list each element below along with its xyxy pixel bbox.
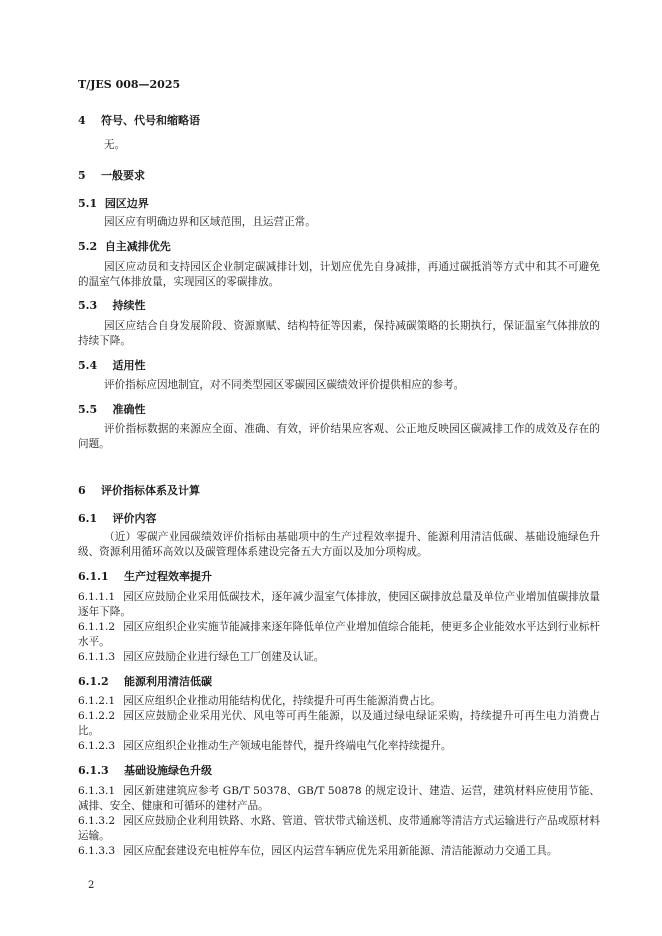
section-number: 4 — [78, 114, 86, 127]
clause-text: 园区新建建筑应参考 GB/T 50378、GB/T 50878 的规定设计、建造、运营，建筑材料应使用节能、减排、安全、健康和可循环的建材产品。 — [78, 785, 600, 812]
section-5-5-heading — [78, 401, 145, 417]
clause-6-1-2-1 — [78, 694, 600, 709]
section-number: 6.1.3 — [78, 764, 109, 777]
section-5-2-body: 园区应动员和支持园区企业制定碳减排计划，计划应优先自身减排，再通过碳抵消等方式中和其不可避免的温室气体排放量，实现园区的零碳排放。 — [78, 261, 600, 288]
section-6-1-3-heading — [78, 762, 212, 778]
section-title: 生产过程效率提升 — [123, 570, 212, 583]
section-5-4-heading — [78, 357, 145, 373]
clause-number: 6.1.2.3 — [78, 740, 116, 752]
section-title: 评价指标体系及计算 — [100, 484, 200, 497]
section-title: 一般要求 — [100, 169, 145, 182]
section-title: 持续性 — [112, 299, 146, 312]
clause-number: 6.1.1.2 — [78, 621, 116, 633]
section-6-1-body: （近）零碳产业园碳绩效评价指标由基础项中的生产过程效率提升、能源利用清洁低碳、基础设施绿色升级、资源利用循环高效以及碳管理体系建设完备五大方面以及加分项构成。 — [78, 531, 600, 558]
section-title: 园区边界 — [104, 197, 149, 210]
clause-6-1-2-2 — [78, 709, 600, 739]
clause-number: 6.1.3.3 — [78, 845, 116, 857]
clause-text: 园区应鼓励企业采用光伏、风电等可再生能源，以及通过绿电绿证采购，持续提升可再生电力消费占比。 — [78, 710, 600, 737]
document-code-header: T/JES 008—2025 — [78, 78, 181, 91]
section-5-heading — [78, 167, 145, 183]
section-5-3-body: 园区应结合自身发展阶段、资源禀赋、结构特征等因素，保持减碳策略的长期执行，保证温室气体排放的持续下降。 — [78, 320, 600, 347]
clause-text: 园区应鼓励企业采用低碳技术，逐年减少温室气体排放，使园区碳排放总量及单位产业增加值碳排放量逐年下降。 — [78, 591, 600, 618]
section-title: 自主减排优先 — [104, 240, 171, 253]
clause-6-1-1-2 — [78, 620, 600, 650]
section-number: 5.5 — [78, 403, 98, 416]
section-number: 5.3 — [78, 299, 98, 312]
page-number: 2 — [88, 880, 95, 891]
section-title: 符号、代号和缩略语 — [100, 114, 200, 127]
clause-6-1-1-1 — [78, 590, 600, 620]
section-title: 适用性 — [112, 359, 146, 372]
section-5-2-heading — [78, 238, 171, 254]
clause-6-1-2-3 — [78, 739, 600, 754]
clause-number: 6.1.1.1 — [78, 591, 116, 603]
clause-text: 园区应鼓励企业利用铁路、水路、管道、管状带式输送机、皮带通廊等清洁方式运输进行产品或原材料运输。 — [78, 815, 600, 842]
clause-6-1-1-3 — [78, 650, 600, 665]
clause-text: 园区应组织企业推动用能结构优化，持续提升可再生能源消费占比。 — [123, 695, 441, 707]
clause-6-1-3-1 — [78, 784, 600, 814]
section-5-1-heading — [78, 195, 149, 211]
section-5-5-body: 评价指标数据的来源应全面、准确、有效，评价结果应客观、公正地反映园区碳减排工作的成效及存在的问题。 — [78, 423, 600, 450]
clause-number: 6.1.3.1 — [78, 785, 116, 797]
clause-number: 6.1.3.2 — [78, 815, 116, 827]
clause-6-1-3-2 — [78, 814, 600, 844]
clause-number: 6.1.2.1 — [78, 695, 116, 707]
section-number: 5.1 — [78, 197, 98, 210]
section-number: 5.2 — [78, 240, 98, 253]
clause-text: 园区应组织企业实施节能减排来逐年降低单位产业增加值综合能耗，使更多企业能效水平达到行业标杆水平。 — [78, 621, 600, 648]
section-title: 基础设施绿色升级 — [123, 764, 212, 777]
section-4-heading — [78, 112, 200, 128]
section-number: 6.1.2 — [78, 675, 109, 688]
section-5-4-body: 评价指标应因地制宜，对不同类型园区零碳园区碳绩效评价提供相应的参考。 — [104, 379, 465, 391]
clause-number: 6.1.2.2 — [78, 710, 116, 722]
clause-6-1-3-3 — [78, 844, 600, 859]
clause-text: 园区应组织企业推动生产领域电能替代，提升终端电气化率持续提升。 — [123, 740, 452, 752]
section-6-heading — [78, 482, 200, 498]
section-6-1-2-heading — [78, 673, 212, 689]
section-title: 能源利用清洁低碳 — [123, 675, 212, 688]
clause-text: 园区应鼓励企业进行绿色工厂创建及认证。 — [123, 651, 325, 663]
section-number: 6.1.1 — [78, 570, 109, 583]
clause-text: 园区应配套建设充电桩停车位，园区内运营车辆应优先采用新能源、清洁能源动力交通工具。 — [123, 845, 558, 857]
section-5-1-body: 园区应有明确边界和区域范围，且运营正常。 — [104, 216, 316, 228]
section-title: 评价内容 — [112, 512, 157, 525]
section-title: 准确性 — [112, 403, 146, 416]
section-number: 5 — [78, 169, 86, 182]
section-6-1-heading — [78, 510, 156, 526]
section-4-body: 无。 — [104, 139, 126, 151]
section-number: 6 — [78, 484, 86, 497]
section-number: 5.4 — [78, 359, 98, 372]
section-number: 6.1 — [78, 512, 98, 525]
section-5-3-heading — [78, 297, 145, 313]
clause-number: 6.1.1.3 — [78, 651, 116, 663]
section-6-1-1-heading — [78, 568, 212, 584]
